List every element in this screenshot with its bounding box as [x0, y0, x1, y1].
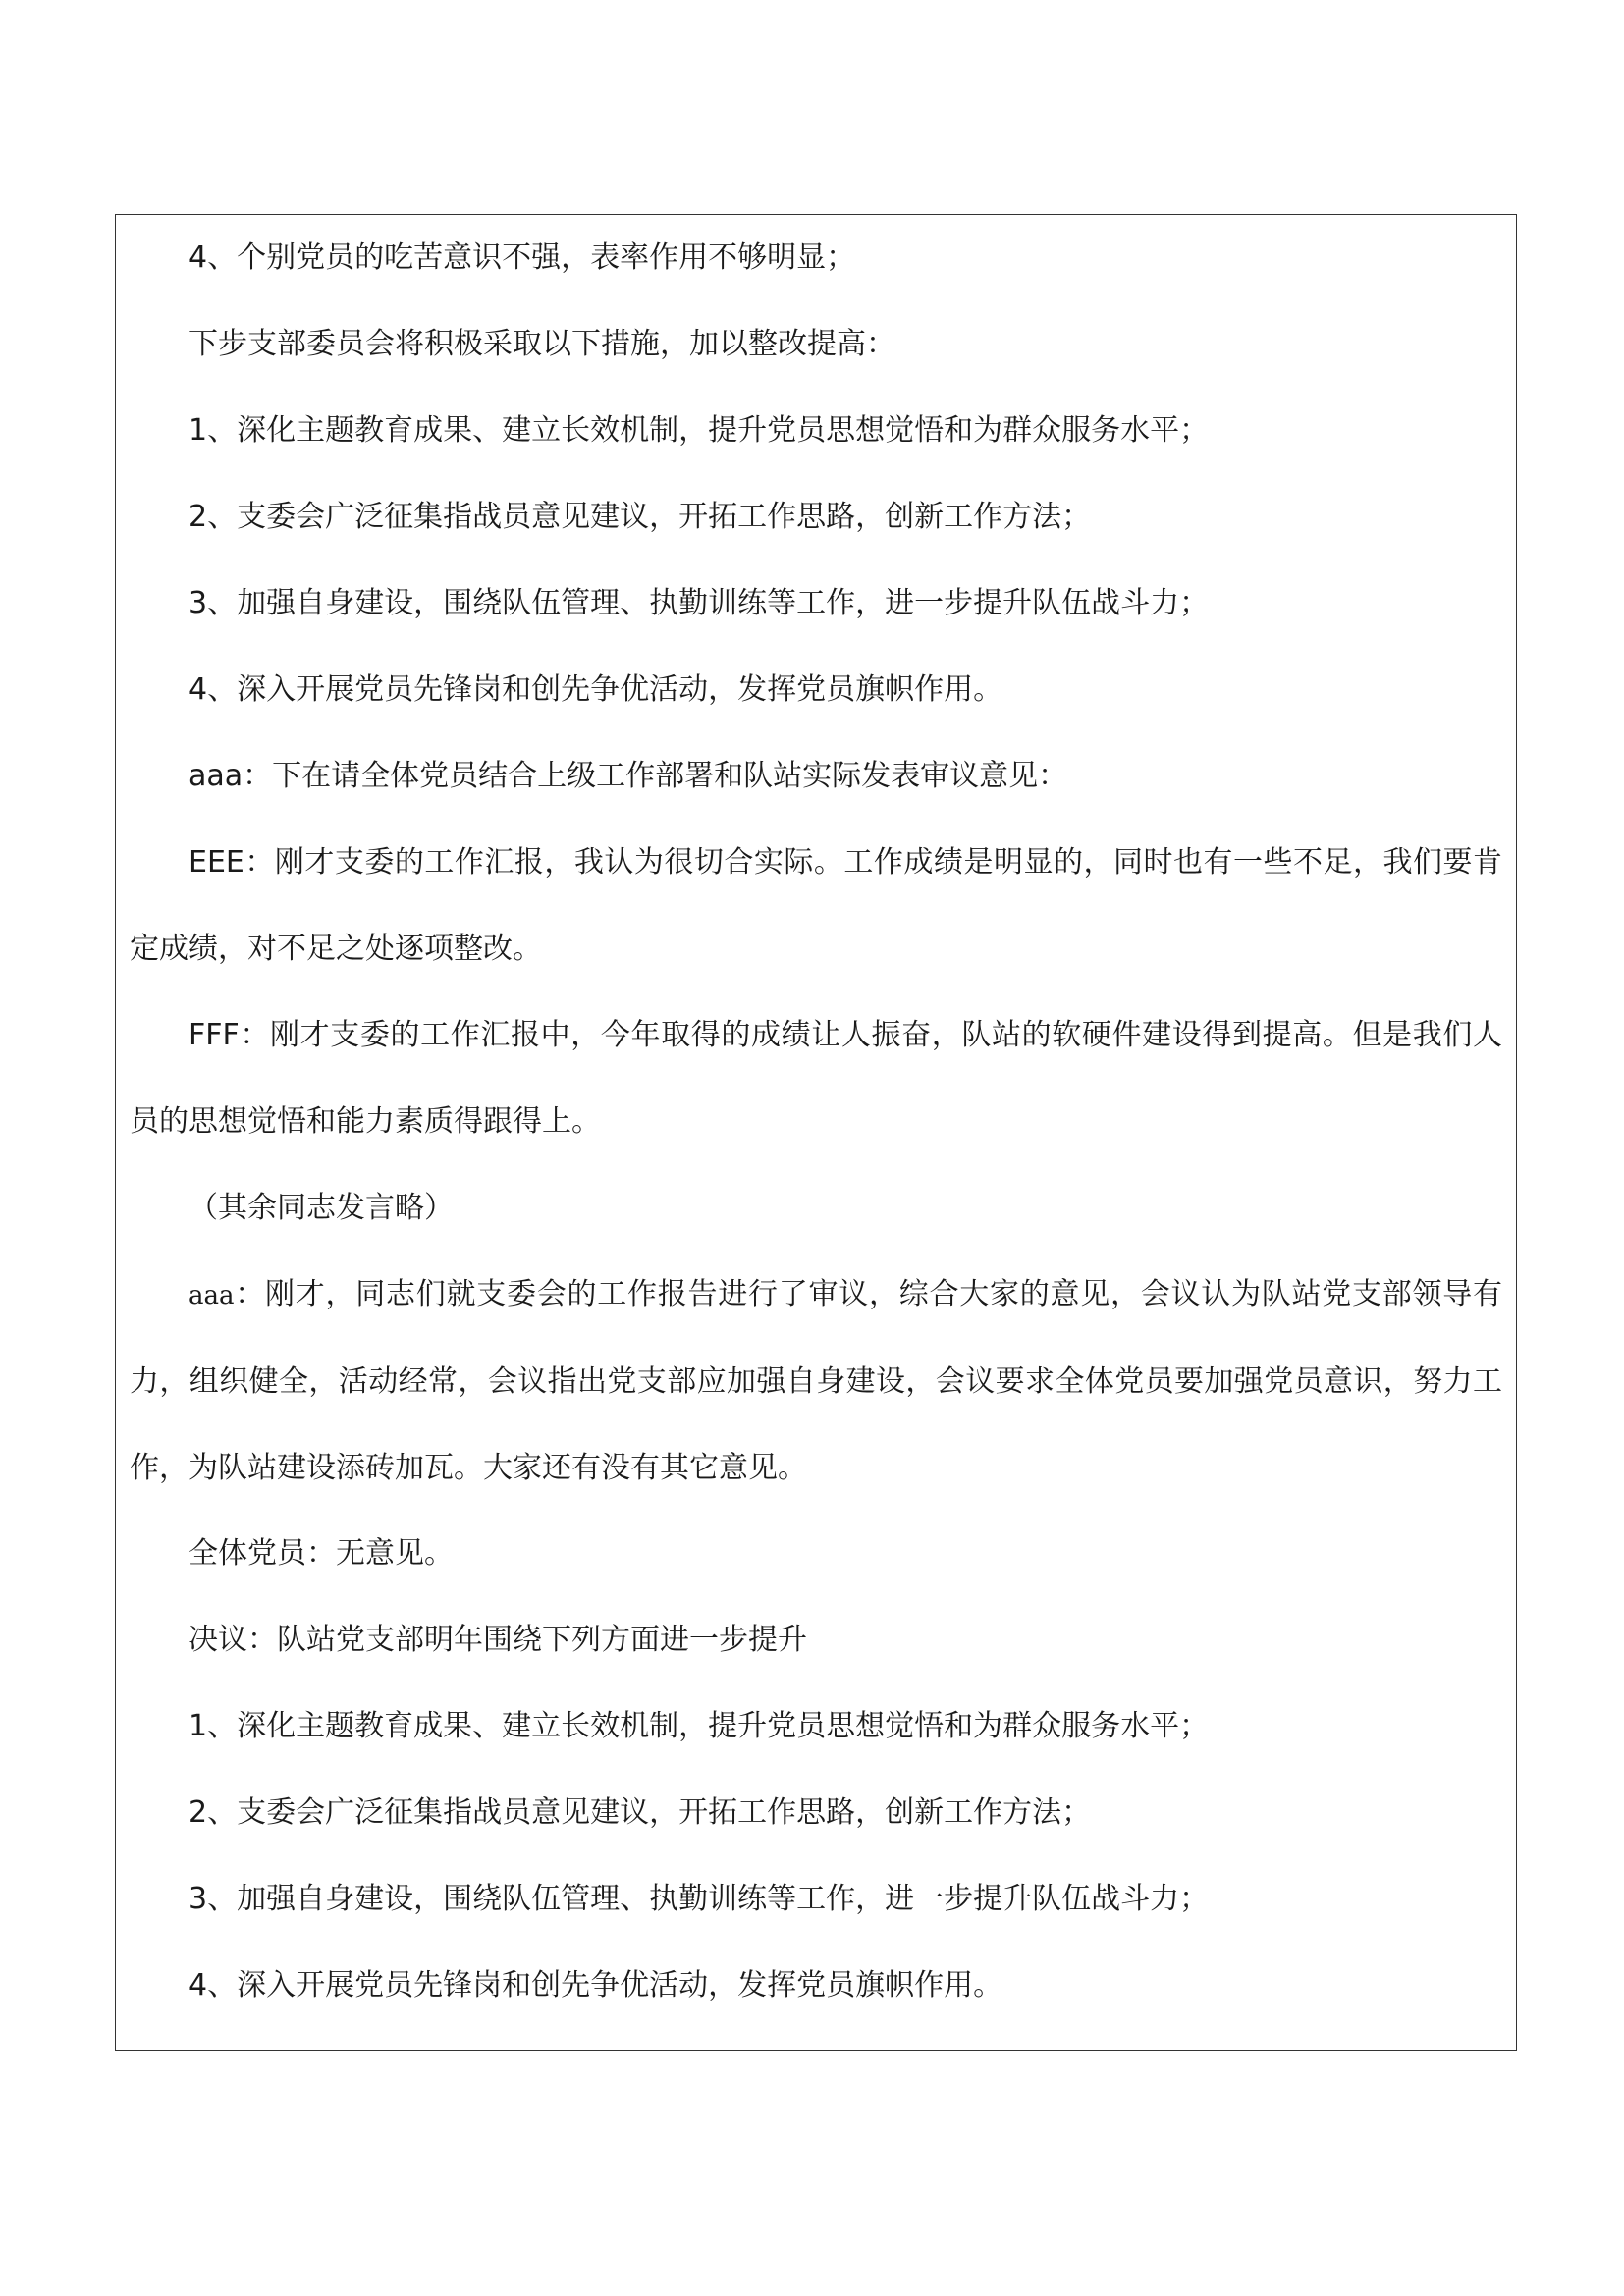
paragraph: EEE：刚才支委的工作汇报，我认为很切合实际。工作成绩是明显的，同时也有一些不足，我们要肯定成绩，对不足之处逐项整改。 [130, 845, 1502, 966]
paragraph: 4、个别党员的吃苦意识不强，表率作用不够明显； [189, 240, 856, 275]
paragraph: 下步支部委员会将积极采取以下措施，加以整改提高： [189, 327, 895, 361]
paragraph-with-speaker [130, 1252, 1502, 1512]
paragraph: 1、深化主题教育成果、建立长效机制，提升党员思想觉悟和为群众服务水平； [189, 1709, 1210, 1743]
paragraph: aaa：下在请全体党员结合上级工作部署和队站实际发表审议意见： [189, 759, 1068, 793]
paragraph: 2、支委会广泛征集指战员意见建议，开拓工作思路，创新工作方法； [189, 500, 1092, 534]
paragraph: 决议：队站党支部明年围绕下列方面进一步提升 [189, 1623, 807, 1657]
paragraph: 4、深入开展党员先锋岗和创先争优活动，发挥党员旗帜作用。 [189, 1968, 1003, 2002]
paragraph: 全体党员：无意见。 [189, 1536, 454, 1571]
paragraph: 3、加强自身建设，围绕队伍管理、执勤训练等工作，进一步提升队伍战斗力； [189, 1882, 1210, 1916]
speaker-text: ：刚才，同志们就支委会的工作报告进行了审议，综合大家的意见，会议认为队站党支部领导有力，组织健全，活动经常，会议指出党支部应加强自身建设，会议要求全体党员要加强党员意识，努力工作，为队站建设添砖加瓦。大家还有没有其它意见。 [130, 1277, 1502, 1485]
document-frame [115, 214, 1517, 2051]
paragraph: 4、深入开展党员先锋岗和创先争优活动，发挥党员旗帜作用。 [189, 672, 1003, 707]
paragraph: FFF：刚才支委的工作汇报中，今年取得的成绩让人振奋，队站的软硬件建设得到提高。但是我们人员的思想觉悟和能力素质得跟得上。 [130, 1018, 1502, 1139]
paragraph: 3、加强自身建设，围绕队伍管理、执勤训练等工作，进一步提升队伍战斗力； [189, 586, 1210, 620]
paragraph: （其余同志发言略） [189, 1191, 454, 1225]
speaker-name: aaa [189, 1281, 235, 1310]
paragraph: 2、支委会广泛征集指战员意见建议，开拓工作思路，创新工作方法； [189, 1795, 1092, 1830]
paragraph: 1、深化主题教育成果、建立长效机制，提升党员思想觉悟和为群众服务水平； [189, 413, 1210, 448]
